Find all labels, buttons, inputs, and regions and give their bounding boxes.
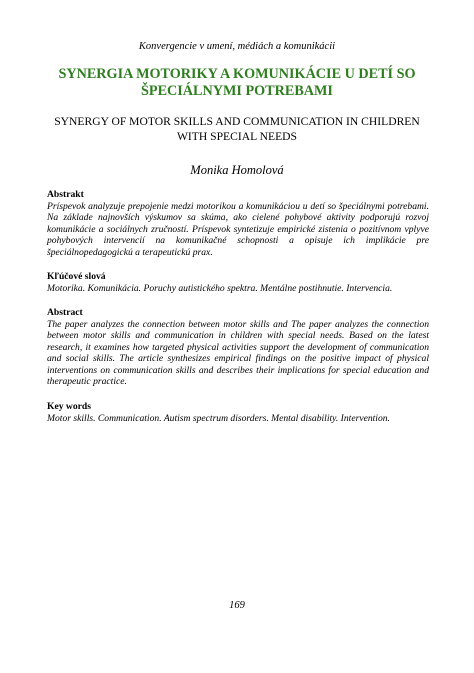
page-number: 169 [229,600,245,611]
author-name: Monika Homolová [190,163,284,177]
article-title-english: SYNERGY OF MOTOR SKILLS AND COMMUNICATION IN CHILDREN WITH SPECIAL NEEDS [54,115,420,143]
klucove-slova-section [47,271,429,294]
abstract-heading: Abstract [47,307,83,318]
abstract-text: The paper analyzes the connection between motor skills and The paper analyzes the connection between motor skills and communication in children with special needs. Based on the latest research, it examines how targeted physical activities support the development of communication and social skills. The article synthesizes empirical findings on the positive impact of physical interventions on communication skills and describes their implications for special education and therapeutic practice. [47,318,429,388]
running-header: Konvergencie v umení, médiách a komunikácii [138,41,336,52]
abstract-section [47,307,429,388]
key-words-heading: Key words [47,401,91,412]
abstrakt-text: Príspevok analyzuje prepojenie medzi motorikou a komunikáciou u detí so špeciálnymi potrebami. Na základe najnovších výskumov sa skúma, ako cielené pohybové aktivity podporujú rozvoj komunikácie a sociálnych zručností. Príspevok syntetizuje empirické zistenia o pozitívnom vplyve pohybových intervencií na komunikačné schopnosti a opisuje ich implikácie pre špeciálnopedagogickú a terapeutickú prax. [47,200,429,258]
article-title-slovak: SYNERGIA MOTORIKY A KOMUNIKÁCIE U DETÍ SO ŠPECIÁLNYMI POTREBAMI [58,66,416,99]
key-words-text: Motor skills. Communication. Autism spectrum disorders. Mental disability. Intervention. [47,412,390,424]
key-words-section [47,401,429,424]
klucove-slova-text: Motorika. Komunikácia. Poruchy autistického spektra. Mentálne postihnutie. Intervencia. [47,282,393,294]
abstrakt-heading: Abstrakt [47,189,84,200]
abstrakt-section [47,189,429,258]
klucove-slova-heading: Kľúčové slová [47,271,106,282]
